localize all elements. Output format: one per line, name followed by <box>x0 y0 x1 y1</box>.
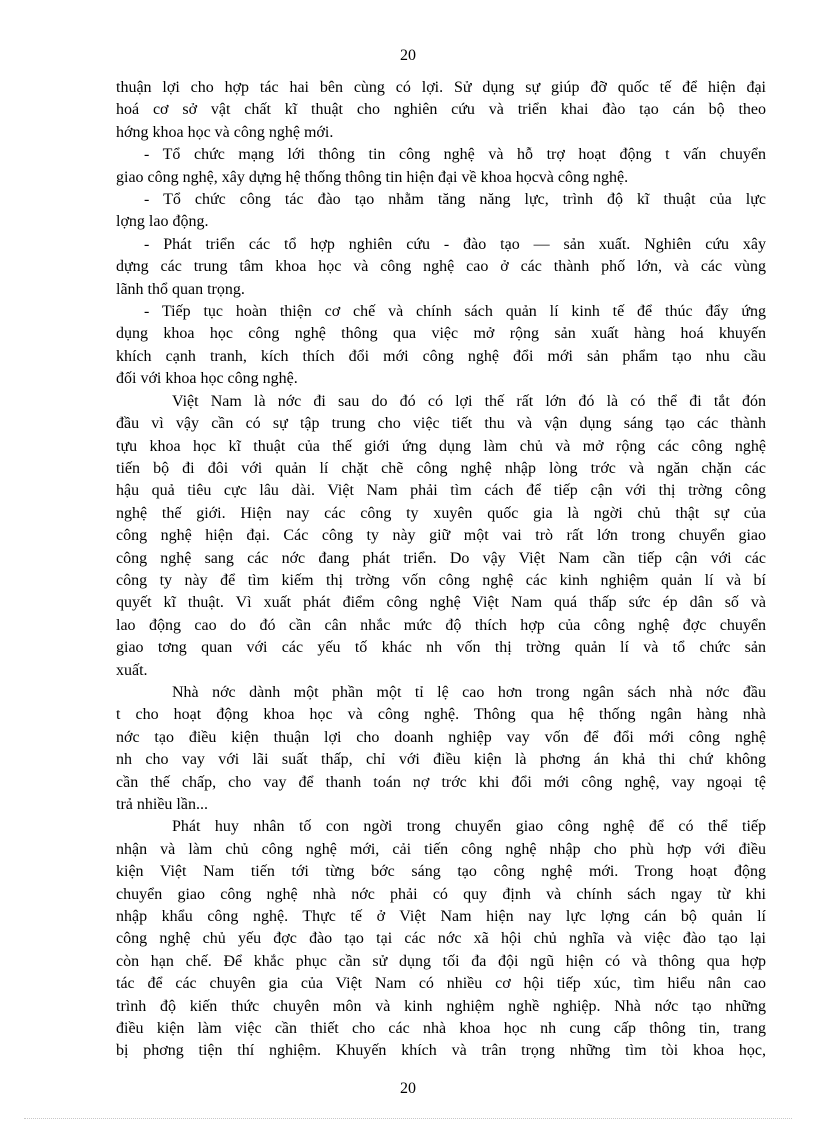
text-line: điều kiện làm việc cần thiết cho các nhà khoa học nh cung cấp thông tin, trang <box>116 1020 766 1038</box>
text-line: nhận và làm chủ công nghệ mới, cải tiến công nghệ nhập cho phù hợp với điều <box>116 840 766 858</box>
text-line: dụng khoa học công nghệ thông qua việc mở rộng sản xuất hàng hoá khuyến <box>116 325 766 343</box>
text-line: nớc tạo điều kiện thuận lợi cho doanh nghiệp vay vốn để đổi mới công nghệ <box>116 728 766 746</box>
text-line: - Tổ chức mạng lới thông tin công nghệ và hỗ trợ hoạt động t vấn chuyển <box>144 146 766 164</box>
text-line: tựu khoa học kĩ thuật của thế giới ứng dụng làm chủ và mở rộng các công nghệ <box>116 437 766 455</box>
text-line: nh cho vay với lãi suất thấp, chỉ với điều kiện là phơng án khả thi chứ không <box>116 751 766 769</box>
text-line: đối với khoa học công nghệ. <box>116 370 298 388</box>
text-line: bị phơng tiện thí nghiệm. Khuyến khích và trân trọng những tìm tòi khoa học, <box>116 1042 766 1060</box>
document-body <box>116 77 766 1063</box>
text-line: Phát huy nhân tố con ngời trong chuyển giao công nghệ để có thể tiếp <box>172 818 766 836</box>
text-line: trả nhiều lần... <box>116 796 208 813</box>
text-line: Việt Nam là nớc đi sau do đó có lợi thế rất lớn đó là có thể đi tắt đón <box>172 392 766 410</box>
text-line: hậu quả tiêu cực lâu dài. Việt Nam phải tìm cách để tiếp cận với thị trờng công <box>116 482 766 500</box>
text-line: xuất. <box>116 661 148 679</box>
text-line: kiện Việt Nam tiến tới từng bớc sáng tạo công nghệ mới. Trong hoạt động <box>116 863 766 881</box>
text-line: tiến bộ đi đôi với quản lí chặt chẽ công nghệ nhập lòng trớc và ngăn chặn các <box>116 459 766 477</box>
text-line: đầu vì vậy cần có sự tập trung cho việc tiết thu và vận dụng sáng tạo các thành <box>116 415 766 433</box>
text-line: lãnh thổ quan trọng. <box>116 280 245 298</box>
text-line: công ty này để tìm kiếm thị trờng vốn công nghệ các kinh nghiệm quản lí và bí <box>116 571 766 589</box>
text-line: công nghệ chủ yếu đợc đào tạo tại các nớc xã hội chủ nghĩa và việc đào tạo lại <box>116 930 766 948</box>
text-line: trình độ kiến thức chuyên môn và kinh nghiệm nghề nghiệp. Nhà nớc tạo những <box>116 997 766 1015</box>
text-line: khích cạnh tranh, kích thích đổi mới công nghệ đổi mới sản phẩm tạo nhu cầu <box>116 347 766 365</box>
text-line: - Phát triển các tổ hợp nghiên cứu - đào tạo — sản xuất. Nghiên cứu xây <box>144 235 766 253</box>
text-line: quyết kĩ thuật. Vì xuất phát điểm công nghệ Việt Nam quá thấp sức ép dân số và <box>116 594 766 612</box>
text-line: cần thế chấp, cho vay để thanh toán nợ trớc khi đổi mới công nghệ, vay ngoại tệ <box>116 773 766 791</box>
text-line: chuyển giao công nghệ nhà nớc phải có quy định và chính sách ngay từ khi <box>116 885 766 903</box>
text-line: dựng các trung tâm khoa học và công nghệ cao ở các thành phố lớn, và các vùng <box>116 258 766 276</box>
text-line: hớng khoa học và công nghệ mới. <box>116 123 334 141</box>
text-line: nhập khẩu công nghệ. Thực tế ở Việt Nam hiện nay lực lợng cán bộ quản lí <box>116 908 766 926</box>
text-line: lao động cao do đó cần cân nhắc mức độ thích hợp của công nghệ đợc chuyển <box>116 616 766 634</box>
text-line: giao tơng quan với các yếu tố khác nh vốn thị trờng quản lí và tổ chức sản <box>116 639 766 657</box>
text-line: tác để các chuyên gia của Việt Nam có nhiều cơ hội tiếp xúc, tìm hiểu nân cao <box>116 975 766 993</box>
text-line: lợng lao động. <box>116 213 209 231</box>
text-line: thuận lợi cho hợp tác hai bên cùng có lợi. Sử dụng sự giúp đỡ quốc tế để hiện đại <box>116 79 766 96</box>
text-line: - Tiếp tục hoàn thiện cơ chế và chính sách quản lí kinh tế để thúc đẩy ứng <box>144 303 766 321</box>
text-line: t cho hoạt động khoa học và công nghệ. Thông qua hệ thống ngân hàng nhà <box>116 706 766 724</box>
text-line: nghệ thế giới. Hiện nay các công ty xuyên quốc gia là ngời chủ thật sự của <box>116 504 766 522</box>
page-number-bottom: 20 <box>400 1080 416 1097</box>
text-line: công nghệ hiện đại. Các công ty này giữ một vai trò rất lớn trong chuyển giao <box>116 527 766 545</box>
page-number-top: 20 <box>400 47 416 64</box>
text-line: còn hạn chế. Để khắc phục cần sử dụng tối đa đội ngũ hiện có và thông qua hợp <box>116 952 766 970</box>
text-line: hoá cơ sở vật chất kĩ thuật cho nghiên cứu và triển khai đào tạo cán bộ theo <box>116 101 766 119</box>
text-line: công nghệ sang các nớc đang phát triển. Do vậy Việt Nam cần tiếp cận với các <box>116 549 766 567</box>
text-line: Nhà nớc dành một phần một tỉ lệ cao hơn trong ngân sách nhà nớc đầu <box>172 683 766 701</box>
text-line: - Tổ chức công tác đào tạo nhằm tăng năng lực, trình độ kĩ thuật của lực <box>144 191 766 209</box>
page-edge-divider <box>24 1118 792 1119</box>
text-line: giao công nghệ, xây dựng hệ thống thông tin hiện đại về khoa họcvà công nghệ. <box>116 168 629 186</box>
